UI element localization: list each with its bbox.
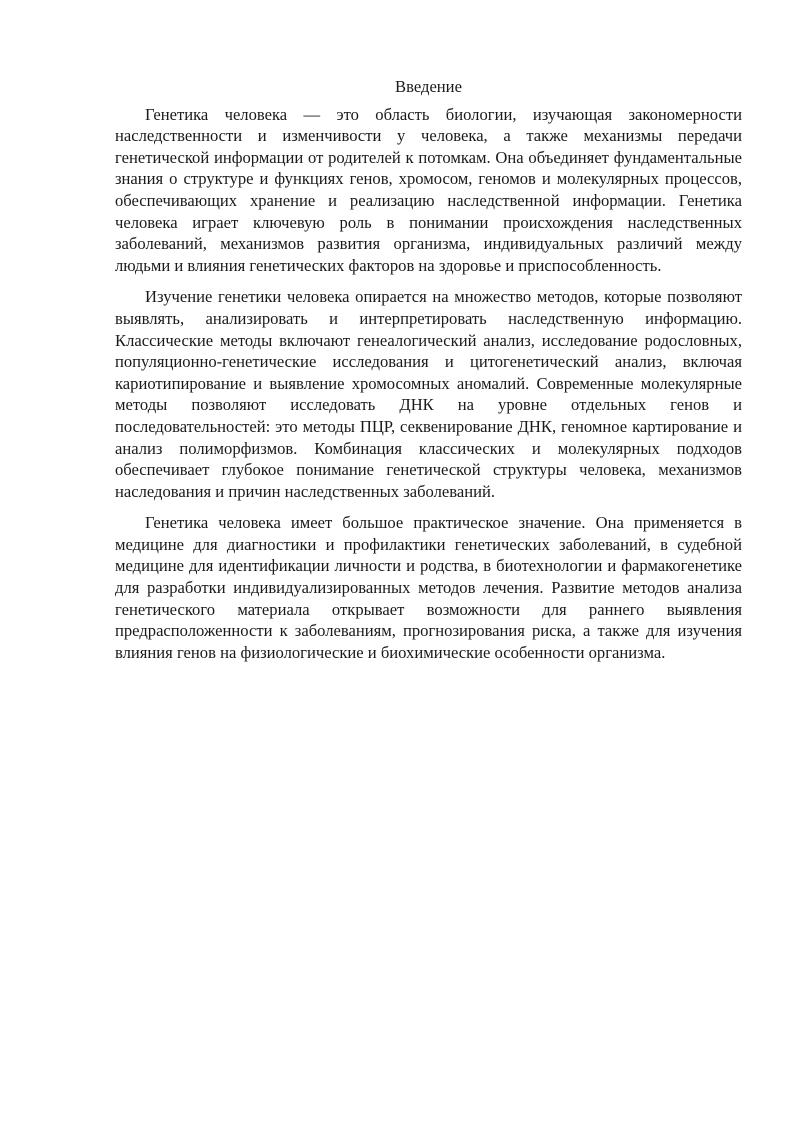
document-title: Введение	[395, 77, 462, 96]
paragraph-applications: Генетика человека имеет большое практическое значение. Она применяется в медицине для диагностики и профилактики генетических заболеваний, в судебной медицине для идентификации личности и родства, в биотехнологии и фармакогенетике для разработки индивидуализированных методов лечения. Развитие методов анализа генетического материала открывает возможности для раннего выявления предрасположенности к заболеваниям, прогнозирования риска, а также для изучения влияния генов на физиологические и биохимические особенности организма.	[115, 513, 742, 662]
paragraph-intro: Генетика человека — это область биологии, изучающая закономерности наследственности и изменчивости у человека, а также механизмы передачи генетической информации от родителей к потомкам. Она объединяет фундаментальные знания о структуре и функциях генов, хромосом, геномов и молекулярных процессов, обеспечивающих хранение и реализацию наследственной информации. Генетика человека играет ключевую роль в понимании происхождения наследственных заболеваний, механизмов развития организма, индивидуальных различий между людьми и влияния генетических факторов на здоровье и приспособленность.	[115, 104, 742, 275]
paragraph-methods: Изучение генетики человека опирается на множество методов, которые позволяют выявлять, анализировать и интерпретировать наследственную информацию. Классические методы включают генеалогический анализ, исследование родословных, популяционно-генетические исследования и цитогенетический анализ, включая кариотипирование и выявление хромосомных аномалий. Современные молекулярные методы позволяют исследовать ДНК на уровне отдельных генов и последовательностей: это методы ПЦР, секвенирование ДНК, геномное картирование и анализ полиморфизмов. Комбинация классических и молекулярных подходов обеспечивает глубокое понимание генетической структуры человека, механизмов наследования и причин наследственных заболеваний.	[115, 287, 742, 501]
